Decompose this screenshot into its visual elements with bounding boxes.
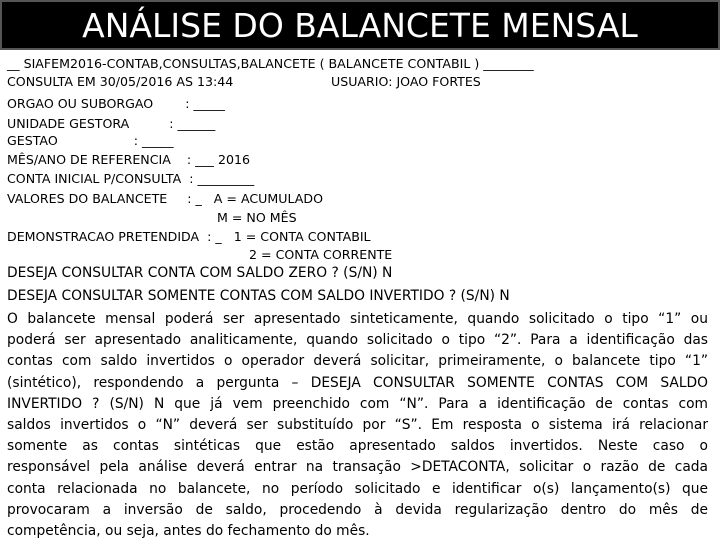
paragraph-line: poderá ser apresentado analiticamente, quando solicitado o tipo “2”. Para a identificação das xyxy=(7,332,708,349)
consulta-timestamp: CONSULTA EM 30/05/2016 AS 13:44 xyxy=(7,74,234,89)
question-saldo-invertido: DESEJA CONSULTAR SOMENTE CONTAS COM SALDO INVERTIDO ? (S/N) N xyxy=(7,288,510,304)
question-saldo-zero: DESEJA CONSULTAR CONTA COM SALDO ZERO ? (S/N) N xyxy=(7,265,393,281)
option-m-label: M = NO MÊS xyxy=(217,210,297,225)
paragraph-line: responsável pela análise deverá entrar na transação >DETACONTA, solicitar o razão de cada xyxy=(7,459,708,476)
paragraph-line: (sintético), respondendo a pergunta – DESEJA CONSULTAR SOMENTE CONTAS COM SALDO xyxy=(7,374,708,391)
paragraph-line: conta relacionada no balancete, no período solicitado e identificar o(s) lançamento(s) que xyxy=(7,480,708,497)
paragraph-line: contas com saldo invertidos o operador deverá solicitar, primeiramente, o balancete tipo “1” xyxy=(7,353,708,370)
valores-balancete-field[interactable]: VALORES DO BALANCETE : _ A = ACUMULADO xyxy=(7,191,323,206)
page-title: ANÁLISE DO BALANCETE MENSAL xyxy=(82,6,638,45)
demonstracao-field[interactable]: DEMONSTRACAO PRETENDIDA : _ 1 = CONTA CONTABIL xyxy=(7,229,371,244)
paragraph-line: somente as contas sintéticas que estão apresentado saldos invertidos. Neste caso o xyxy=(7,438,708,455)
conta-inicial-field[interactable]: CONTA INICIAL P/CONSULTA : _________ xyxy=(7,171,255,186)
paragraph-line: provocaram a inversão de saldo, procedendo à devida regularização dentro do mês de xyxy=(7,501,708,518)
paragraph-line: INVERTIDO ? (S/N) N que já vem preenchido com “N”. Para a identificação de contas com xyxy=(7,395,708,412)
orgao-field[interactable]: ORGAO OU SUBORGAO : _____ xyxy=(7,96,225,111)
paragraph-line: competência, ou seja, antes do fechamento do mês. xyxy=(7,523,370,540)
option-2-label: 2 = CONTA CORRENTE xyxy=(249,247,393,262)
mes-ano-field[interactable]: MÊS/ANO DE REFERENCIA : ___ 2016 xyxy=(7,152,251,167)
explanation-paragraph xyxy=(7,309,708,542)
title-bar xyxy=(0,0,720,50)
gestao-field[interactable]: GESTAO : _____ xyxy=(7,133,174,148)
unidade-gestora-field[interactable]: UNIDADE GESTORA : ______ xyxy=(7,116,216,131)
paragraph-line: O balancete mensal poderá ser apresentado sinteticamente, quando solicitado o tipo “1” ou xyxy=(7,311,708,327)
paragraph-line: saldos invertidos o “N” deverá ser substituído por “S”. Em resposta o sistema irá relacionar xyxy=(7,417,708,434)
terminal-header-line: __ SIAFEM2016-CONTAB,CONSULTAS,BALANCETE ( BALANCETE CONTABIL ) ________ xyxy=(7,56,534,71)
usuario-label: USUARIO: JOAO FORTES xyxy=(331,74,481,89)
